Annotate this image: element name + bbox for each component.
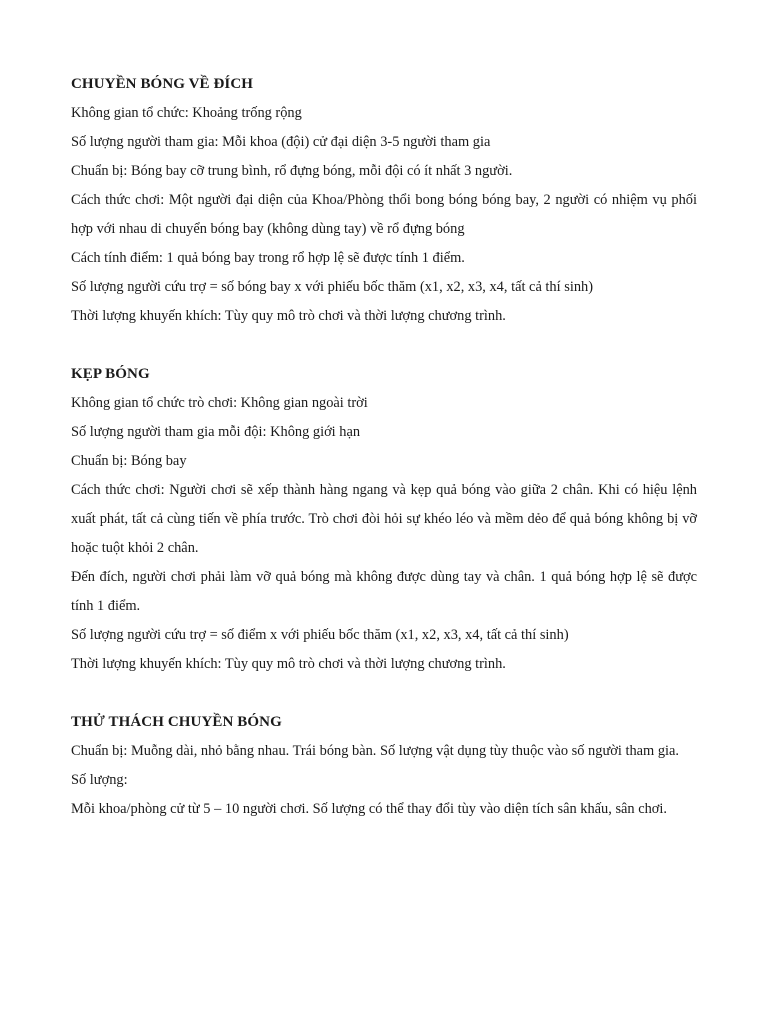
text-line-nguoi-cuu-tro: Số lượng người cứu trợ = số điểm x với phiếu bốc thăm (x1, x2, x3, x4, tất cả thí sinh) <box>71 627 569 643</box>
text-paragraph-den-dich: Đến đích, người chơi phải làm vỡ quả bóng mà không được dùng tay và chân. 1 quả bóng hợp lệ sẽ được tính 1 điểm. <box>71 569 697 614</box>
document-page <box>71 70 697 824</box>
text-line-thoi-luong: Thời lượng khuyến khích: Tùy quy mô trò chơi và thời lượng chương trình. <box>71 308 506 324</box>
text-line-nguoi-cuu-tro: Số lượng người cứu trợ = số bóng bay x với phiếu bốc thăm (x1, x2, x3, x4, tất cả thí sinh) <box>71 279 593 295</box>
text-paragraph-chuan-bi: Chuẩn bị: Muỗng dài, nhỏ bằng nhau. Trái bóng bàn. Số lượng vật dụng tùy thuộc vào số người tham gia. <box>71 743 680 759</box>
section-title: CHUYỀN BÓNG VỀ ĐÍCH <box>71 76 254 92</box>
text-line-thoi-luong: Thời lượng khuyến khích: Tùy quy mô trò chơi và thời lượng chương trình. <box>71 656 506 672</box>
section-chuyen-bong-ve-dich <box>71 70 697 331</box>
text-line-so-luong: Số lượng người tham gia: Mỗi khoa (đội) cử đại diện 3-5 người tham gia <box>71 134 491 150</box>
section-thu-thach-chuyen-bong <box>71 708 697 824</box>
text-line-so-luong: Số lượng: <box>71 772 128 788</box>
text-line-chuan-bi: Chuẩn bị: Bóng bay cỡ trung bình, rổ đựng bóng, mỗi đội có ít nhất 3 người. <box>71 163 513 179</box>
text-paragraph-cach-thuc-choi: Cách thức chơi: Một người đại diện của Khoa/Phòng thổi bong bóng bóng bay, 2 người có nhiệm vụ phối hợp với nhau di chuyển bóng bay (không dùng tay) về rổ đựng bóng <box>71 192 697 237</box>
section-title: THỬ THÁCH CHUYỀN BÓNG <box>71 714 282 730</box>
text-line-so-luong: Số lượng người tham gia mỗi đội: Không giới hạn <box>71 424 361 440</box>
text-paragraph-moi-khoa: Mỗi khoa/phòng cử từ 5 – 10 người chơi. Số lượng có thể thay đổi tùy vào diện tích sân khấu, sân chơi. <box>71 801 668 817</box>
section-title: KẸP BÓNG <box>71 366 150 382</box>
text-line-cach-tinh-diem: Cách tính điểm: 1 quả bóng bay trong rổ hợp lệ sẽ được tính 1 điểm. <box>71 250 465 266</box>
text-line-khong-gian: Không gian tổ chức: Khoảng trống rộng <box>71 105 302 121</box>
text-line-chuan-bi: Chuẩn bị: Bóng bay <box>71 453 187 469</box>
section-kep-bong <box>71 360 697 679</box>
text-paragraph-cach-thuc-choi: Cách thức chơi: Người chơi sẽ xếp thành hàng ngang và kẹp quả bóng vào giữa 2 chân. Khi có hiệu lệnh xuất phát, tất cả cùng tiến về phía trước. Trò chơi đòi hỏi sự khéo léo và mềm dẻo để quả bóng không bị vỡ hoặc tuột khỏi 2 chân. <box>71 482 697 556</box>
text-line-khong-gian: Không gian tổ chức trò chơi: Không gian ngoài trời <box>71 395 368 411</box>
